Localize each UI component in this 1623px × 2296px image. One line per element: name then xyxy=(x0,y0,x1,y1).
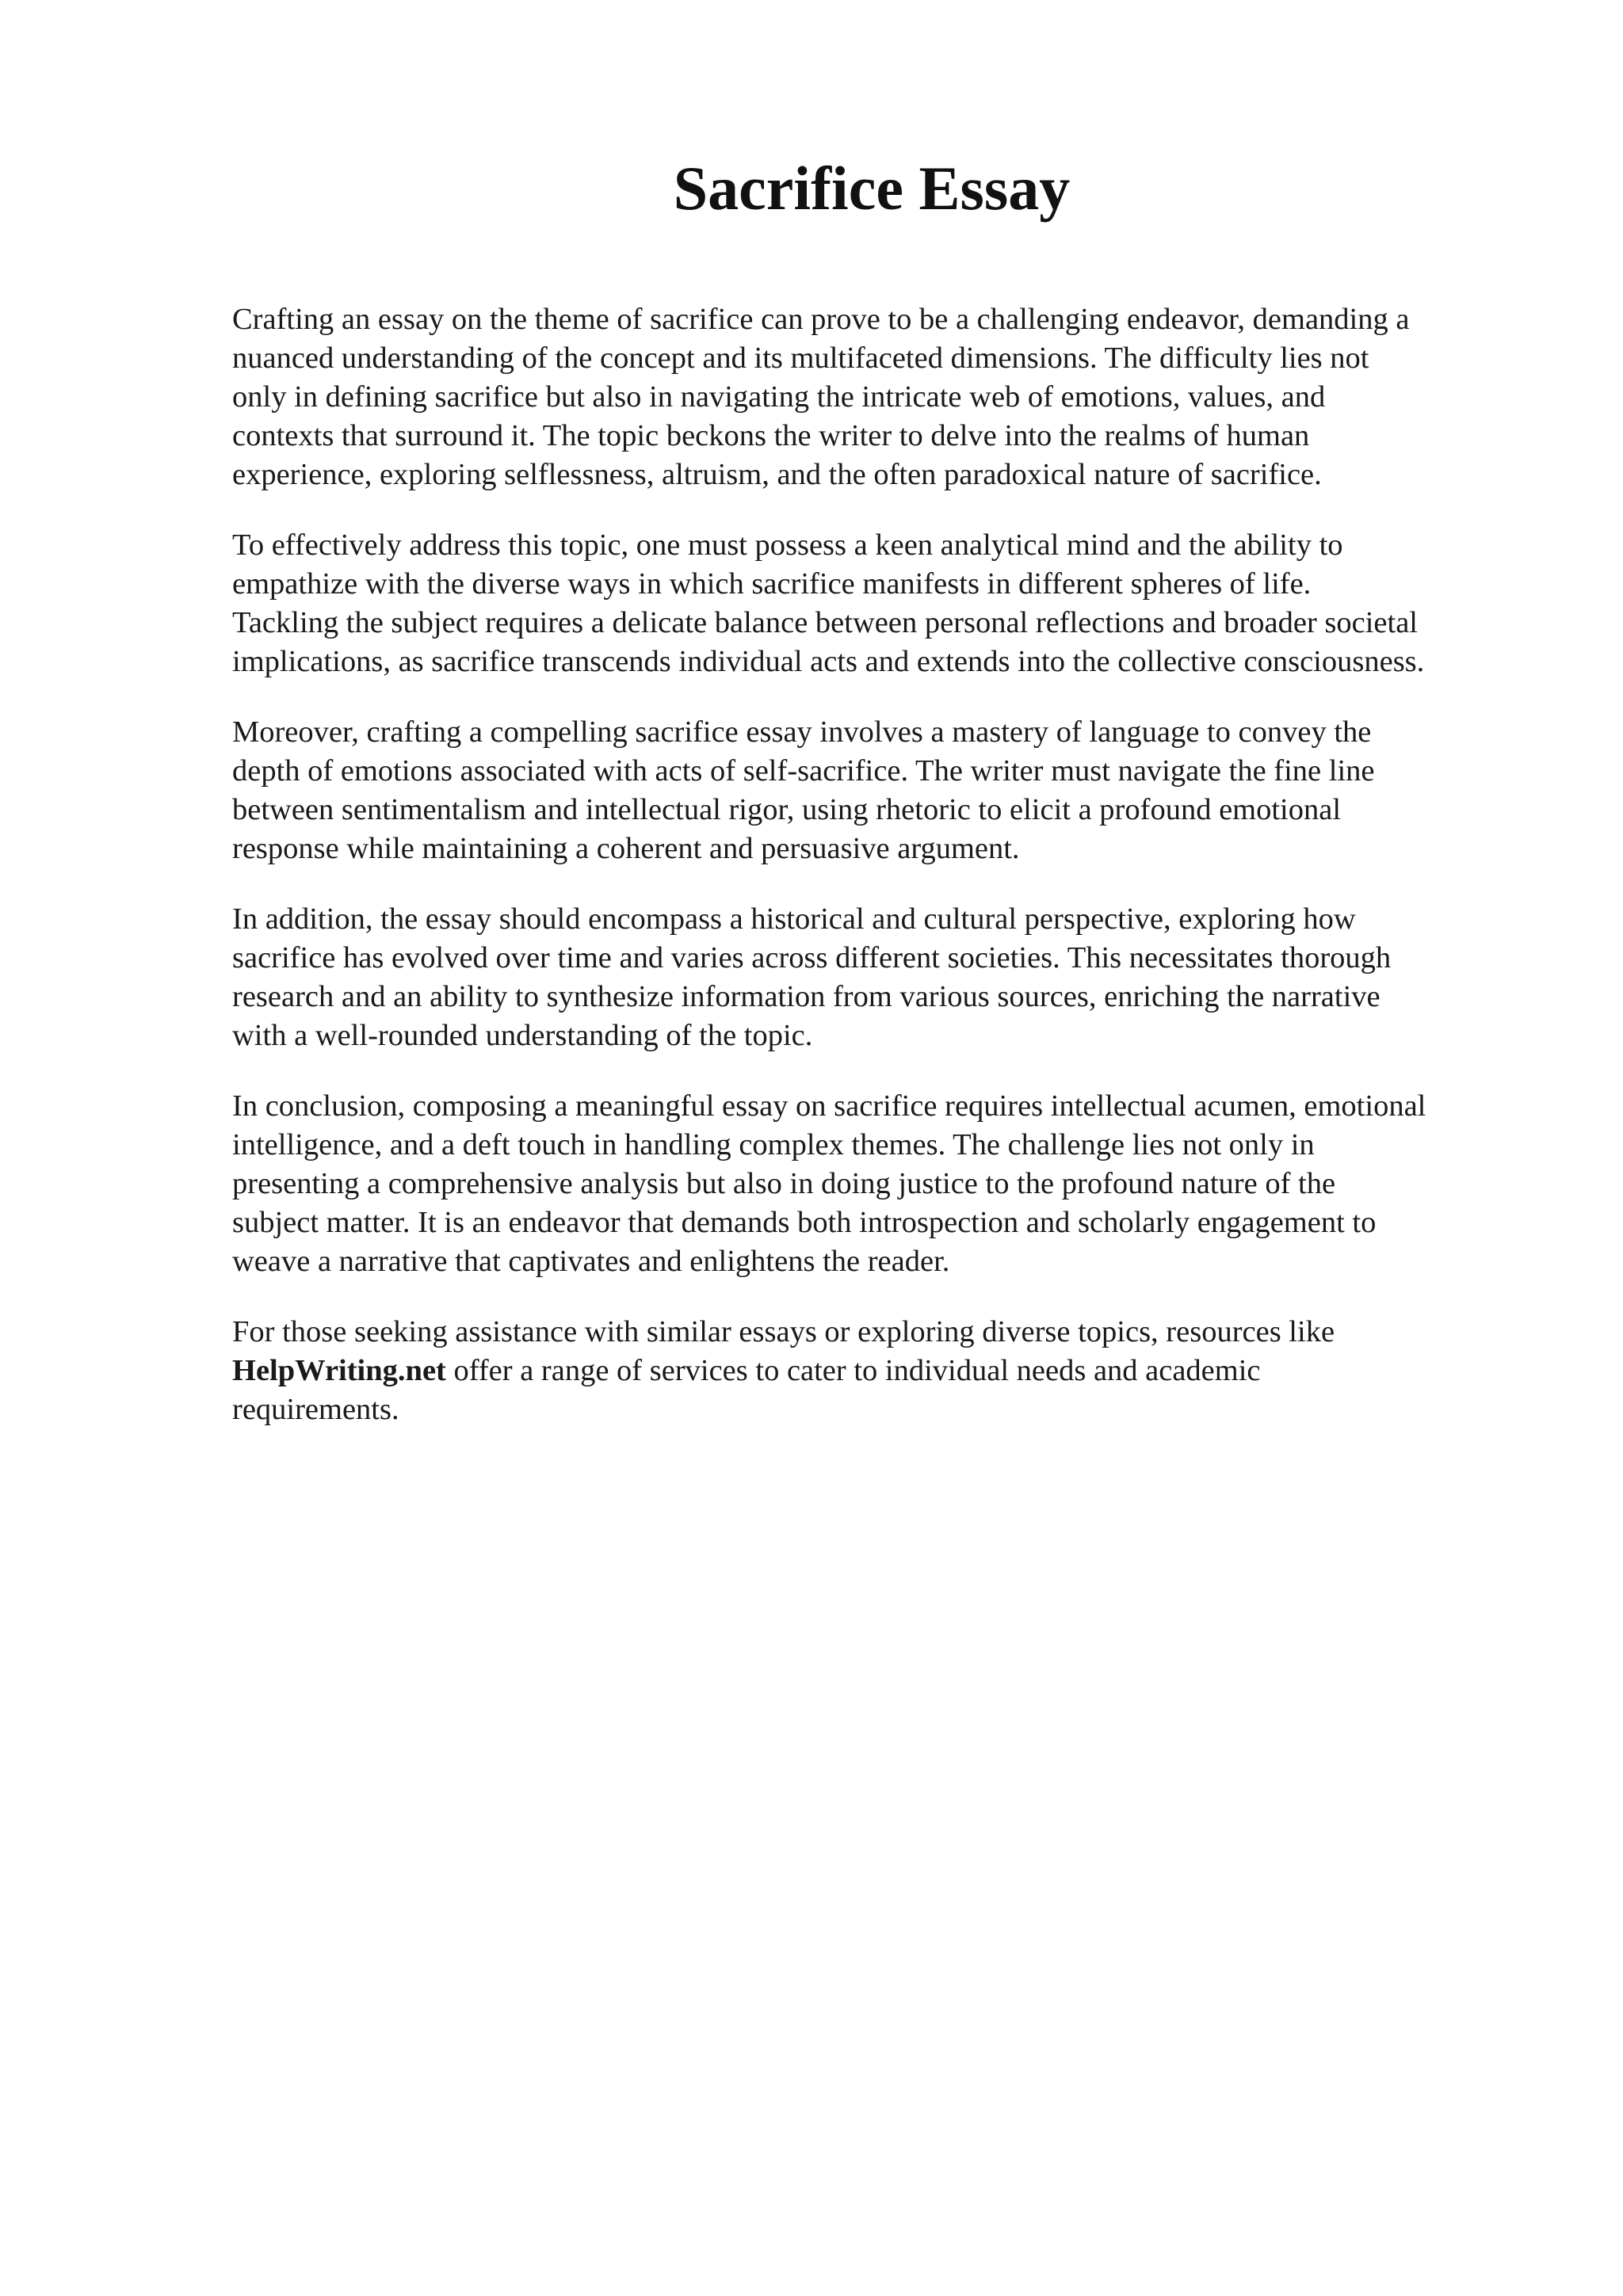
text-line: with a well-rounded understanding of the topic. xyxy=(232,1019,813,1052)
paragraph-4 xyxy=(232,900,1532,1055)
text-line: Crafting an essay on the theme of sacrifice can prove to be a challenging endeavor, demanding a xyxy=(232,303,1410,336)
text-line: intelligence, and a deft touch in handling complex themes. The challenge lies not only in xyxy=(232,1128,1315,1161)
text-line: between sentimentalism and intellectual rigor, using rhetoric to elicit a profound emotional xyxy=(232,793,1342,826)
text-line: weave a narrative that captivates and enlightens the reader. xyxy=(232,1245,950,1278)
text-line: For those seeking assistance with similar essays or exploring diverse topics, resources like xyxy=(232,1315,1335,1348)
paragraph-3 xyxy=(232,713,1532,868)
text-line: presenting a comprehensive analysis but also in doing justice to the profound nature of the xyxy=(232,1167,1336,1200)
text-line xyxy=(232,1352,1532,1390)
text-line: implications, as sacrifice transcends individual acts and extends into the collective consciousness. xyxy=(232,645,1425,678)
text-line: subject matter. It is an endeavor that demands both introspection and scholarly engagement to xyxy=(232,1206,1377,1239)
text-line: only in defining sacrifice but also in navigating the intricate web of emotions, values, and xyxy=(232,380,1326,414)
closing-paragraph xyxy=(232,1313,1532,1429)
text-line: sacrifice has evolved over time and varies across different societies. This necessitates thorough xyxy=(232,941,1392,974)
paragraph-1 xyxy=(232,300,1532,494)
text-line: nuanced understanding of the concept and its multifaceted dimensions. The difficulty lies not xyxy=(232,341,1369,375)
text-line: In addition, the essay should encompass a historical and cultural perspective, exploring how xyxy=(232,902,1356,936)
text-line: empathize with the diverse ways in which sacrifice manifests in different spheres of life. xyxy=(232,567,1312,601)
text-line: requirements. xyxy=(232,1393,399,1426)
paragraph-5 xyxy=(232,1087,1532,1281)
text-line: depth of emotions associated with acts of self-sacrifice. The writer must navigate the fine line xyxy=(232,754,1375,788)
text-line: Tackling the subject requires a delicate balance between personal reflections and broader societal xyxy=(232,606,1418,639)
text-line: To effectively address this topic, one must possess a keen analytical mind and the ability to xyxy=(232,528,1343,562)
essay-body xyxy=(232,300,1532,1461)
text-line: research and an ability to synthesize information from various sources, enriching the narrative xyxy=(232,980,1381,1013)
text-line: In conclusion, composing a meaningful essay on sacrifice requires intellectual acumen, emotional xyxy=(232,1089,1426,1123)
paragraph-2 xyxy=(232,526,1532,681)
text-line: Moreover, crafting a compelling sacrifice essay involves a mastery of language to convey the xyxy=(232,715,1372,749)
text-line: contexts that surround it. The topic beckons the writer to delve into the realms of human xyxy=(232,419,1310,452)
page-title: Sacrifice Essay xyxy=(673,154,1071,223)
brand-name: HelpWriting.net xyxy=(232,1354,446,1387)
text-line: experience, exploring selflessness, altruism, and the often paradoxical nature of sacrifice. xyxy=(232,458,1322,491)
closing-line-rest: offer a range of services to cater to individual needs and academic xyxy=(445,1354,1261,1387)
text-line: response while maintaining a coherent and persuasive argument. xyxy=(232,832,1020,865)
